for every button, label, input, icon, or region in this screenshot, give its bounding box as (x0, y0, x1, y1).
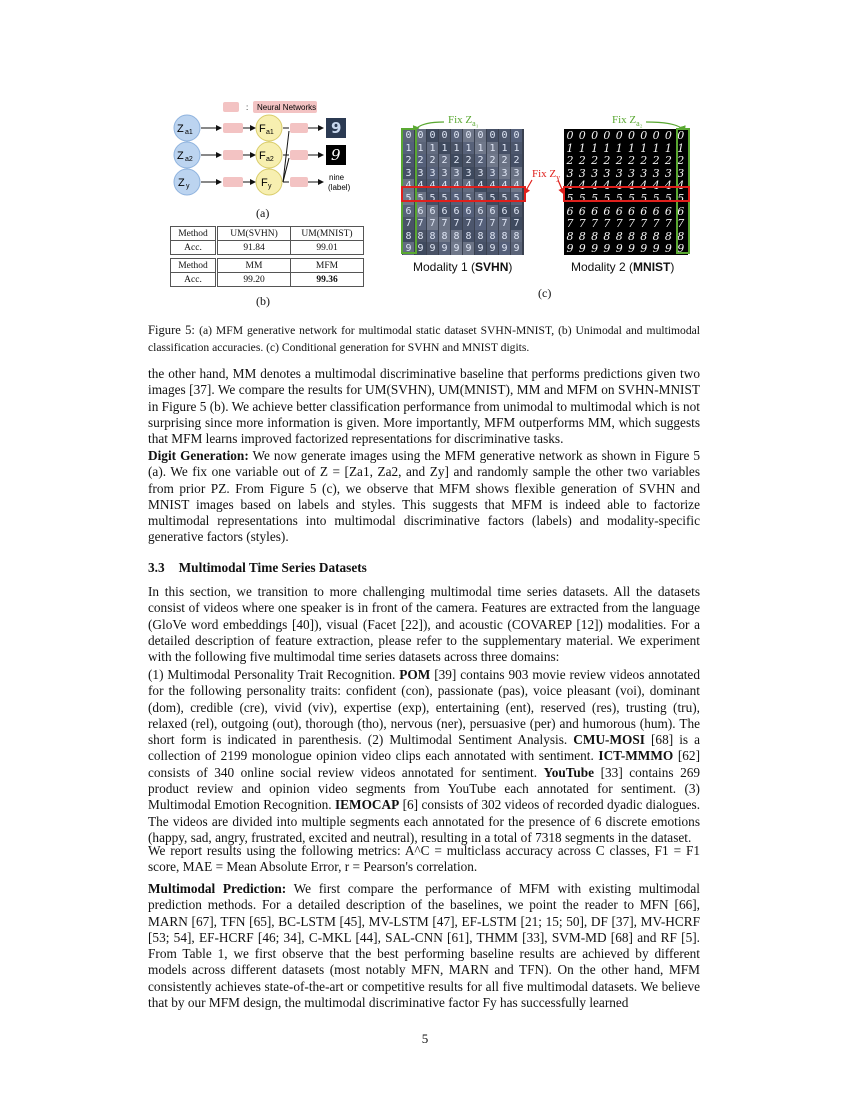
svhn-sample-digit: 7 (499, 217, 510, 230)
mnist-sample-digit: 1 (591, 141, 599, 155)
mnist-sample-digit: 2 (591, 154, 599, 168)
mnist-sample-digit: 7 (578, 217, 586, 231)
mnist-sample-digit: 7 (677, 217, 685, 231)
mnist-sample-digit: 1 (652, 141, 660, 155)
mnist-sample-digit: 1 (566, 141, 574, 155)
mnist-sample-digit: 3 (628, 166, 635, 180)
svhn-sample-digit: 4 (475, 179, 486, 192)
svhn-sample-digit: 1 (451, 142, 462, 155)
svhn-sample-digit: 4 (403, 179, 414, 192)
svhn-sample-digit: 0 (463, 129, 474, 142)
svhn-sample-digit: 7 (511, 217, 522, 230)
mnist-sample-digit: 4 (640, 179, 648, 193)
svg-text:F: F (261, 177, 268, 189)
mnist-sample-digit: 7 (603, 217, 611, 231)
svhn-sample-digit: 5 (403, 192, 414, 205)
svhn-sample-digit: 8 (451, 230, 462, 243)
mnist-sample-digit: 2 (578, 154, 586, 168)
fix-za1-label: Fix $Z_{a_1}$ (448, 114, 479, 129)
fix-za2-label: Fix $Z_{a_2}$ (612, 114, 643, 129)
output-label-nine: nine (329, 173, 345, 182)
svhn-sample-digit: 1 (403, 142, 414, 155)
mnist-sample-digit: 6 (628, 204, 635, 218)
mnist-sample-digit: 7 (640, 217, 648, 231)
svhn-sample-digit: 9 (403, 242, 414, 255)
mnist-sample-digit: 0 (566, 129, 574, 142)
mnist-sample-digit: 8 (628, 229, 635, 243)
legend-colon: : (246, 103, 249, 112)
svhn-sample-digit: 9 (487, 242, 498, 255)
mnist-sample-digit: 1 (578, 141, 586, 155)
svhn-sample-digit: 9 (415, 242, 426, 255)
svg-text:a1: a1 (266, 129, 274, 136)
mnist-sample-digit: 7 (652, 217, 660, 231)
svhn-sample-digit: 0 (403, 129, 414, 142)
mnist-sample-digit: 1 (640, 141, 648, 155)
table-row: Acc. 91.84 99.01 (171, 241, 364, 255)
mnist-sample-digit: 3 (677, 166, 685, 180)
svhn-sample-digit: 0 (415, 129, 426, 142)
mnist-sample-digit: 8 (640, 229, 648, 243)
svhn-sample-digit: 9 (427, 242, 438, 255)
mnist-sample-digit: 4 (591, 179, 599, 193)
svhn-sample-digit: 0 (475, 129, 486, 142)
subfigure-c-label: (c) (538, 286, 552, 300)
accuracy-table (170, 226, 364, 255)
mnist-sample-digit: 2 (628, 154, 635, 168)
mnist-sample-digit: 0 (578, 129, 586, 142)
mnist-sample-digit: 4 (566, 179, 574, 193)
mnist-sample-digit: 3 (578, 166, 586, 180)
svhn-sample-digit: 9 (439, 242, 450, 255)
svg-text:a2: a2 (185, 156, 193, 163)
svhn-sample-digit: 6 (439, 205, 450, 218)
svhn-sample-digit: 1 (475, 142, 486, 155)
paragraph-metrics: We report results using the following metrics: A^C = multiclass accuracy across C classes, F1 = F1 score, MAE = Mean Absolute Error, r = Pearson's correlation. (148, 843, 700, 875)
svhn-sample-digit: 5 (499, 192, 510, 205)
mnist-sample-digit: 0 (591, 129, 599, 142)
mnist-sample-digit: 8 (603, 229, 611, 243)
svhn-sample-digit: 9 (451, 242, 462, 255)
svhn-sample-digit: 5 (451, 192, 462, 205)
svhn-sample-digit: 7 (415, 217, 426, 230)
svhn-sample-digit: 8 (439, 230, 450, 243)
mnist-sample-digit: 8 (652, 229, 660, 243)
mnist-sample-digit: 5 (677, 192, 685, 205)
mnist-sample-digit: 5 (652, 192, 660, 205)
svg-text:y: y (186, 183, 190, 190)
mnist-sample-digit: 5 (640, 192, 648, 205)
svhn-sample-digit: 0 (427, 129, 438, 142)
svhn-sample-digit: 8 (487, 230, 498, 243)
svg-text:a2: a2 (266, 156, 274, 163)
mnist-sample-digit: 1 (664, 141, 672, 155)
mnist-sample-digit: 3 (615, 166, 623, 180)
svhn-sample-digit: 6 (451, 205, 462, 218)
svg-text:Z: Z (177, 150, 184, 162)
mnist-sample-digit: 8 (578, 229, 586, 243)
page-number: 5 (421, 1031, 429, 1046)
mnist-sample-digit: 0 (628, 129, 635, 142)
legend-label: Neural Networks (257, 103, 317, 112)
mnist-sample-digit: 5 (628, 192, 635, 205)
mnist-sample-digit: 9 (615, 242, 623, 256)
mnist-sample-digit: 0 (640, 129, 648, 142)
svhn-sample-digit: 3 (511, 167, 522, 180)
svhn-sample-digit: 4 (511, 179, 522, 192)
mnist-sample-digit: 4 (603, 179, 611, 193)
mnist-sample-digit: 2 (615, 154, 623, 168)
mnist-sample-digit: 3 (664, 166, 672, 180)
svhn-sample-digit: 2 (487, 154, 498, 167)
svhn-sample-digit: 6 (511, 205, 522, 218)
mnist-sample-digit: 6 (566, 204, 574, 218)
node-f-a2 (256, 142, 282, 168)
generative-network-diagram (165, 98, 365, 198)
svhn-sample-digit: 8 (475, 230, 486, 243)
mnist-sample-digit: 1 (677, 141, 685, 155)
mnist-sample-digit: 8 (591, 229, 599, 243)
node-f-y (256, 169, 282, 195)
mnist-sample-digit: 5 (664, 192, 672, 205)
mnist-sample-digit: 2 (677, 154, 685, 168)
svhn-sample-digit: 7 (451, 217, 462, 230)
svhn-sample-digit: 2 (475, 154, 486, 167)
paragraph-mm-comparison: the other hand, MM denotes a multimodal discriminative baseline that performs predictions given two images [37]. We compare the results for UM(SVHN), UM(MNIST), MM and MFM on SVHN-MNIST in Figure 5 (b). We achieve better classification performance from unimodal to multimodal which is not surprising since more information is given. More importantly, MFM outperforms MM, which suggests that MFM learns improved factorized representations for discriminative tasks. (148, 366, 700, 447)
paragraph-datasets-list: (1) Multimodal Personality Trait Recognition. POM [39] contains 903 movie review videos annotated for the following personality traits: confident (con), passionate (pas), voice pleasant (voi), dominant (dom), credible (cre), vivid (viv), expertise (exp), entertaining (ent), reserved (res), trusting (tru), relaxed (rel), outgoing (out), thorough (tho), nervous (ner), persuasive (per) and humorous (hum). The short form is indicated in parenthesis. (2) Multimodal Sentiment Analysis. CMU-MOSI [68] is a collection of 2199 monologue opinion video clips each annotated with sentiment. ICT-MMMO [62] consists of 340 online social review videos annotated for sentiment. YouTube [33] contains 269 product review and opinion video segments from YouTube each annotated for sentiment. (3) Multimodal Emotion Recognition. IEMOCAP [6] consists of 302 videos of recorded dyadic dialogues. The videos are divided into multiple segments each annotated for the presence of 6 discrete emotions (happy, sad, angry, frustrated, excited and neutral), resulting in a total of 7318 segments in the dataset. (148, 667, 701, 845)
svhn-sample-digit: 1 (439, 142, 450, 155)
mnist-sample-digit: 4 (677, 179, 685, 193)
mnist-sample-digit: 9 (664, 242, 672, 256)
fix-zy-label: Fix $Z_y$ (532, 168, 561, 183)
svhn-sample-digit: 2 (511, 154, 522, 167)
mnist-sample-digit: 0 (677, 129, 685, 142)
mnist-sample-digit: 1 (628, 141, 635, 155)
mnist-sample-digit: 7 (615, 217, 623, 231)
svhn-sample-digit: 1 (511, 142, 522, 155)
mnist-sample-digit: 8 (664, 229, 672, 243)
svhn-sample-digit: 1 (415, 142, 426, 155)
svhn-sample-digit: 6 (415, 205, 426, 218)
mnist-sample-digit: 2 (603, 154, 611, 168)
mnist-sample-digit: 3 (652, 166, 660, 180)
mnist-sample-digit: 6 (578, 204, 586, 218)
svhn-sample-digit: 4 (499, 179, 510, 192)
svhn-sample-digit: 8 (463, 230, 474, 243)
mnist-sample-digit: 6 (640, 204, 648, 218)
mnist-sample-digit: 5 (591, 192, 599, 205)
svhn-sample-digit: 1 (499, 142, 510, 155)
svg-text:9: 9 (331, 146, 341, 164)
svhn-sample-digit: 5 (475, 192, 486, 205)
svhn-sample-digit: 3 (427, 167, 438, 180)
mnist-sample-digit: 4 (664, 179, 672, 193)
mnist-sample-digit: 6 (603, 204, 611, 218)
svg-text:y: y (268, 183, 272, 190)
mnist-sample-digit: 5 (615, 192, 623, 205)
svhn-sample-digit: 1 (427, 142, 438, 155)
svhn-sample-digit: 6 (427, 205, 438, 218)
svhn-sample-digit: 7 (475, 217, 486, 230)
node-z-a2 (174, 142, 200, 168)
svg-text:Z: Z (177, 123, 184, 135)
figure-caption: Figure 5: (a) MFM generative network for multimodal static dataset SVHN-MNIST, (b) Unimodal and multimodal classification accuracies. (c) Conditional generation for SVHN and MNIST digits. (148, 323, 701, 354)
svhn-sample-digit: 5 (463, 192, 474, 205)
svhn-sample-digit: 3 (403, 167, 414, 180)
mnist-sample-digit: 6 (615, 204, 623, 218)
mnist-sample-digit: 4 (615, 179, 623, 193)
mnist-sample-digit: 4 (628, 179, 635, 193)
svhn-sample-digit: 1 (463, 142, 474, 155)
svhn-sample-digit: 0 (499, 129, 510, 142)
svg-text:F: F (259, 150, 266, 162)
svhn-sample-digit: 3 (439, 167, 450, 180)
mnist-sample-digit: 0 (664, 129, 672, 142)
mnist-sample-digit: 9 (566, 242, 574, 256)
modality-1-label: Modality 1 (SVHN) (413, 260, 513, 274)
svhn-sample-digit: 9 (475, 242, 486, 255)
svhn-sample-digit: 5 (415, 192, 426, 205)
accuracy-table-2 (170, 258, 364, 287)
mnist-fixed-row-highlight (563, 186, 690, 202)
svhn-sample-digit: 6 (475, 205, 486, 218)
mnist-sample-digit: 1 (615, 141, 623, 155)
svg-text:Z: Z (178, 177, 185, 189)
svhn-sample-digit: 2 (463, 154, 474, 167)
svhn-sample-digit: 2 (415, 154, 426, 167)
mnist-sample-digit: 6 (591, 204, 599, 218)
mnist-sample-digit: 9 (652, 242, 660, 256)
mnist-sample-digit: 9 (578, 242, 586, 256)
svhn-sample-digit: 4 (439, 179, 450, 192)
svhn-sample-digit: 0 (487, 129, 498, 142)
svhn-sample-digit: 8 (415, 230, 426, 243)
svhn-sample-digit: 3 (475, 167, 486, 180)
svhn-sample-digit: 3 (487, 167, 498, 180)
svhn-fixed-row-highlight (401, 186, 526, 202)
mnist-sample-digit: 3 (566, 166, 574, 180)
svhn-sample-digit: 5 (427, 192, 438, 205)
subfigure-a-label: (a) (256, 206, 270, 220)
subfigure-b-label: (b) (256, 294, 270, 308)
svhn-sample-digit: 7 (439, 217, 450, 230)
mnist-sample-digit: 7 (628, 217, 635, 231)
mnist-sample-digit: 0 (603, 129, 611, 142)
svhn-sample-digit: 5 (487, 192, 498, 205)
svhn-sample-digit: 9 (511, 242, 522, 255)
svhn-sample-digit: 6 (487, 205, 498, 218)
mnist-sample-digit: 0 (615, 129, 623, 142)
table-row: Method MM MFM (171, 259, 364, 273)
svhn-sample-digit: 4 (463, 179, 474, 192)
svhn-sample-digit: 9 (463, 242, 474, 255)
mnist-sample-digit: 9 (677, 242, 685, 256)
svg-text:9: 9 (331, 119, 342, 137)
svhn-sample-digit: 3 (415, 167, 426, 180)
svhn-sample-digit: 8 (511, 230, 522, 243)
svhn-sample-digit: 3 (451, 167, 462, 180)
mnist-sample-digit: 5 (566, 192, 574, 205)
mnist-sample-digit: 4 (652, 179, 660, 193)
mnist-sample-digit: 2 (566, 154, 574, 168)
node-f-a1 (256, 115, 282, 141)
svhn-sample-digit: 8 (427, 230, 438, 243)
mnist-sample-digit: 3 (640, 166, 648, 180)
mnist-sample-digit: 5 (578, 192, 586, 205)
mnist-sample-digit: 4 (578, 179, 586, 193)
svhn-sample-digit: 7 (463, 217, 474, 230)
mnist-sample-digit: 6 (677, 204, 685, 218)
mnist-sample-digit: 6 (652, 204, 660, 218)
svhn-sample-digit: 0 (451, 129, 462, 142)
svhn-sample-digit: 1 (487, 142, 498, 155)
svhn-sample-digit: 4 (487, 179, 498, 192)
svg-text:F: F (259, 123, 266, 135)
mnist-sample-digit: 8 (615, 229, 623, 243)
svhn-sample-digit: 8 (403, 230, 414, 243)
svhn-sample-digit: 6 (463, 205, 474, 218)
node-z-y (174, 169, 200, 195)
svhn-sample-digit: 7 (427, 217, 438, 230)
svhn-sample-digit: 2 (451, 154, 462, 167)
section-heading: 3.3 Multimodal Time Series Datasets (148, 560, 367, 575)
svhn-sample-digit: 3 (463, 167, 474, 180)
svhn-sample-digit: 4 (415, 179, 426, 192)
mnist-sample-digit: 7 (566, 217, 574, 231)
mnist-sample-digit: 9 (591, 242, 599, 256)
nn-legend-box (223, 102, 239, 112)
output-label-label: (label) (328, 183, 351, 192)
svhn-sample-digit: 7 (487, 217, 498, 230)
svhn-sample-digit: 0 (439, 129, 450, 142)
paragraph-digit-generation: Digit Generation: We now generate images using the MFM generative network as shown in Figure 5 (a). We fix one variable out of Z = [Za1, Za2, and Zy] and randomly sample the other two variables from prior PZ. From Figure 5 (c), we observe that MFM shows flexible generation of SVHN and MNIST images based on labels and styles. This suggests that MFM is indeed able to factorize multimodal representations into multimodal discriminative factors (labels) and modality-specific generative factors (styles). (148, 448, 700, 545)
svhn-sample-digit: 3 (499, 167, 510, 180)
svhn-sample-digit: 2 (403, 154, 414, 167)
svhn-sample-digit: 2 (427, 154, 438, 167)
mnist-sample-digit: 2 (664, 154, 672, 168)
mnist-sample-digit: 3 (591, 166, 599, 180)
table-row: Method UM(SVHN) UM(MNIST) (171, 227, 364, 241)
svhn-sample-digit: 2 (439, 154, 450, 167)
svhn-sample-digit: 5 (439, 192, 450, 205)
paragraph-multimodal-prediction: Multimodal Prediction: We first compare the performance of MFM with existing multimodal prediction methods. For a detailed description of the baselines, we point the reader to MFN [66], MARN [67], TFN [65], BC-LSTM [45], MV-LSTM [47], EF-LSTM [21; 15; 50], DF [37], MV-HCRF [53; 54], EF-HCRF [46; 34], C-MKL [44], SAL-CNN [61], THMM [33], SVM-MD [68] and RF [5]. From Table 1, we first observe that the best performing baseline results are achieved by different models across different datasets (most notably MFN, MARN and TFN). On the other hand, MFM consistently achieves state-of-the-art or competitive results for all five multimodal datasets. We believe that by our MFM design, the multimodal discriminative factor Fy has successfully learned (148, 881, 700, 1011)
mnist-sample-digit: 2 (652, 154, 660, 168)
node-z-a1 (174, 115, 200, 141)
mnist-sample-digit: 1 (603, 141, 611, 155)
mnist-sample-digit: 9 (628, 242, 635, 256)
mnist-sample-digit: 8 (677, 229, 685, 243)
mnist-sample-digit: 0 (652, 129, 660, 142)
mnist-sample-digit: 9 (603, 242, 611, 256)
svhn-sample-digit: 2 (499, 154, 510, 167)
svhn-sample-digit: 9 (499, 242, 510, 255)
svhn-sample-digit: 7 (403, 217, 414, 230)
svhn-sample-digit: 4 (427, 179, 438, 192)
svhn-sample-digit: 4 (451, 179, 462, 192)
mnist-sample-digit: 7 (664, 217, 672, 231)
mnist-sample-digit: 8 (566, 229, 574, 243)
mnist-sample-digit: 9 (640, 242, 648, 256)
mnist-sample-digit: 3 (603, 166, 611, 180)
svhn-sample-digit: 6 (499, 205, 510, 218)
svhn-sample-digit: 8 (499, 230, 510, 243)
mnist-sample-digit: 5 (603, 192, 611, 205)
svhn-sample-digit: 0 (511, 129, 522, 142)
modality-2-label: Modality 2 (MNIST) (571, 260, 675, 274)
svhn-sample-digit: 6 (403, 205, 414, 218)
paragraph-datasets-intro: In this section, we transition to more challenging multimodal time series datasets. All the datasets consist of videos where one speaker is in front of the camera. Features are extracted from the language (GloVe word embeddings [40]), visual (Facet [22]), and acoustic (COVAREP [12]) modalities. For a detailed description of feature extraction, please refer to the supplementary material. We experiment with the following five multimodal time series datasets across three domains: (148, 584, 700, 665)
mnist-sample-digit: 7 (591, 217, 599, 231)
mnist-sample-digit: 6 (664, 204, 672, 218)
table-row: Acc. 99.20 99.36 (171, 273, 364, 287)
svg-text:a1: a1 (185, 129, 193, 136)
svhn-sample-digit: 5 (511, 192, 522, 205)
mnist-sample-digit: 2 (640, 154, 648, 168)
